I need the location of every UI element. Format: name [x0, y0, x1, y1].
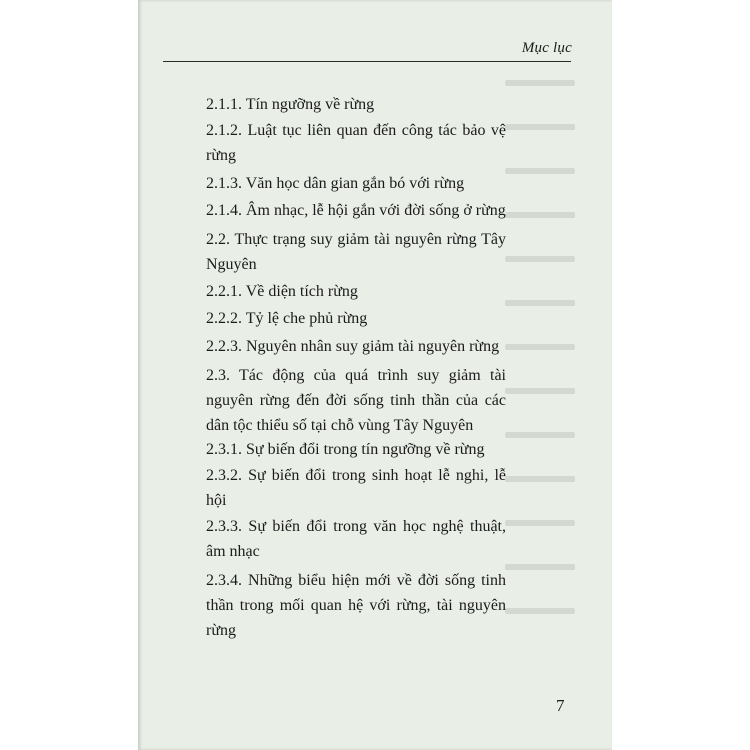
toc-entry-text: 2.1.1. Tín ngưỡng về rừng: [206, 96, 375, 113]
toc-entry-text: 2.3.3. Sự biến đổi trong văn học nghệ thuật, âm nhạc: [206, 518, 506, 560]
toc-entry-text: 2.3.1. Sự biến đổi trong tín ngưỡng về rừng: [206, 441, 485, 458]
bleed-through-text: [505, 80, 575, 640]
toc-entry-text: 2.1.4. Âm nhạc, lễ hội gắn với đời sống ở rừng: [206, 202, 506, 219]
toc-entry-text: 2.2.1. Về diện tích rừng: [206, 283, 358, 300]
toc-entry-text: 2.3.2. Sự biến đổi trong sinh hoạt lễ nghi, lễ hội: [206, 467, 506, 509]
toc-entry-text: 2.2. Thực trạng suy giảm tài nguyên rừng Tây Nguyên: [206, 231, 506, 273]
toc-entry-text: 2.3. Tác động của quá trình suy giảm tài nguyên rừng đến đời sống tinh thần của các dân tộc thiểu số tại chỗ vùng Tây Nguyên: [206, 367, 506, 434]
header-rule: [163, 61, 571, 62]
toc-entry-text: 2.2.3. Nguyên nhân suy giảm tài nguyên rừng: [206, 338, 500, 355]
toc-entry-text: 2.1.3. Văn học dân gian gắn bó với rừng: [206, 175, 465, 192]
toc-entry-text: 2.2.2. Tỷ lệ che phủ rừng: [206, 310, 368, 327]
toc-entry-text: 2.3.4. Những biểu hiện mới về đời sống tinh thần trong mối quan hệ với rừng, tài nguyên rừng: [206, 572, 506, 639]
toc-entry-text: 2.1.2. Luật tục liên quan đến công tác bảo vệ rừng: [206, 122, 506, 164]
page-number: 7: [556, 696, 565, 715]
scan-margin-right: [612, 0, 750, 750]
scan-margin-left: [0, 0, 138, 750]
running-header: Mục lục: [521, 40, 572, 56]
